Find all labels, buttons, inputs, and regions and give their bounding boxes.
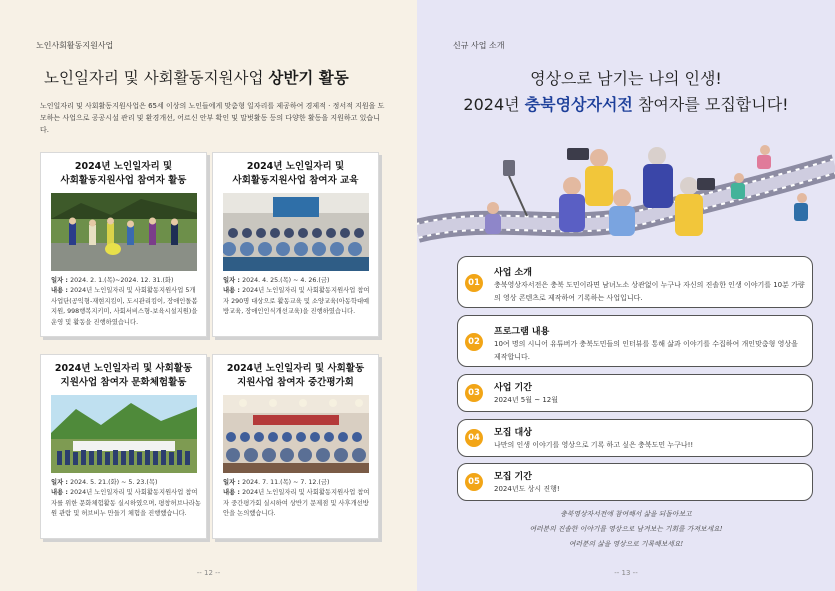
item-text: 10여 명의 시니어 유튜버가 충북도민들의 인터뷰를 통해 삶과 이야기를 수집하여 개인맞춤형 영상을 제작합니다. bbox=[494, 340, 798, 361]
page-title bbox=[44, 66, 349, 88]
title-bold: 상반기 활동 bbox=[268, 69, 349, 87]
item-text: 나만의 인생 이야기를 영상으로 기록 하고 싶은 충북도민 누구나!! bbox=[494, 441, 694, 449]
headline-line-2: 2024년 충북영상자서전 참여자를 모집합니다! bbox=[463, 95, 789, 114]
card-title: 2024년 노인일자리 및 사회활동지원사업 참여자 교육 bbox=[232, 161, 359, 186]
title-normal: 노인일자리 및 사회활동지원사업 bbox=[44, 69, 269, 87]
card-info bbox=[51, 478, 201, 520]
activity-photo bbox=[223, 395, 369, 473]
item-text: 2024년 5월 ~ 12월 bbox=[494, 396, 559, 404]
item-title: 모집 대상 bbox=[494, 428, 532, 438]
page-number: -- 13 -- bbox=[614, 569, 638, 577]
activity-photo bbox=[223, 193, 369, 271]
card-info bbox=[223, 276, 373, 318]
card-period: 2024. 2. 1.(목)~2024. 12. 31.(화) bbox=[70, 277, 174, 284]
info-box bbox=[457, 256, 813, 308]
activity-photo bbox=[51, 395, 197, 473]
period-label: 일자 : bbox=[51, 479, 71, 486]
card-title: 2024년 노인일자리 및 사회활동지원사업 참여자 활동 bbox=[60, 161, 187, 186]
item-number-badge: 01 bbox=[465, 274, 483, 292]
left-page bbox=[0, 0, 417, 591]
item-title: 사업 기간 bbox=[494, 383, 532, 393]
period-label: 일자 : bbox=[223, 479, 243, 486]
activity-card bbox=[40, 152, 207, 337]
handwritten-note: 충북영상자서전에 참여해서 삶을 되돌아보고 여러분의 진솔한 이야기를 영상으로 남겨보는 기회를 가져보세요! 여러분의 삶을 영상으로 기록해보세요! bbox=[529, 510, 723, 548]
card-content: 2024년 노인일자리 및 사회활동지원사업 참여자 290명 대상으로 활동교육 및 소양교육(아동학대예방교육, 장애인인식개선교육)을 진행하였습니다. bbox=[223, 287, 370, 316]
card-period: 2024. 5. 21.(화) ~ 5. 23.(목) bbox=[70, 479, 158, 486]
info-box bbox=[457, 374, 813, 412]
activity-card bbox=[212, 354, 379, 539]
card-title: 2024년 노인일자리 및 사회활동 지원사업 참여자 문화체험활동 bbox=[54, 363, 193, 388]
item-number-badge: 03 bbox=[465, 384, 483, 402]
period-label: 일자 : bbox=[51, 277, 71, 284]
item-title: 사업 소개 bbox=[494, 268, 532, 278]
card-info bbox=[223, 478, 373, 520]
activity-card bbox=[40, 354, 207, 539]
item-number-badge: 05 bbox=[465, 473, 483, 491]
headline-highlight: 충북영상자서전 bbox=[524, 95, 633, 114]
illustration bbox=[417, 126, 835, 266]
info-box bbox=[457, 463, 813, 501]
activity-photo bbox=[51, 193, 197, 271]
period-label: 일자 : bbox=[223, 277, 243, 284]
content-label: 내용 : bbox=[51, 287, 71, 295]
page-number: -- 12 -- bbox=[196, 569, 221, 577]
card-info bbox=[51, 276, 201, 328]
item-number-badge: 04 bbox=[465, 429, 483, 447]
info-box bbox=[457, 419, 813, 457]
item-number-badge: 02 bbox=[465, 333, 483, 351]
headline-line-1: 영상으로 남기는 나의 인생! bbox=[530, 69, 722, 88]
card-title: 2024년 노인일자리 및 사회활동 지원사업 참여자 중간평가회 bbox=[226, 363, 365, 388]
item-title: 모집 기간 bbox=[494, 472, 532, 482]
card-content: 2024년 노인일자리 및 사회활동지원사업 5개 사업단(공익형-재현지킴이, 도시관리킴이, 장애인돌봄지원, 998행복지키미, 사회서비스형-보육시설지원)을 운영 및 활동을 진행하였습니다. bbox=[51, 287, 198, 326]
card-content: 2024년 노인일자리 및 사회활동지원사업 참여자 중간평가회 실시하여 상반기 문제점 및 사후개선방안을 논의했습니다. bbox=[223, 489, 370, 518]
activity-card bbox=[212, 152, 379, 337]
intro-text: 노인일자리 및 사회활동지원사업은 65세 이상의 노인들에게 맞춤형 일자리를 제공하여 경제적 · 정서적 지원을 도모하는 사업으로 공공시설 관리 및 환경개선, 어르신 안부 확인 및 말벗활동 등의 다양한 활동을 지원하고 있습니다. bbox=[40, 102, 385, 134]
info-box bbox=[457, 315, 813, 367]
item-text: 2024년도 상시 진행! bbox=[494, 485, 560, 493]
content-label: 내용 : bbox=[51, 489, 71, 497]
card-content: 2024년 노인일자리 및 사회활동지원사업 참여자를 위한 문화체험활동 실시하였으며, 평창허브나라농원 관람 및 허브비누 만들기 체험을 진행했습니다. bbox=[51, 489, 201, 518]
content-label: 내용 : bbox=[223, 287, 243, 295]
section-tag: 노인사회활동지원사업 bbox=[36, 41, 114, 50]
item-title: 프로그램 내용 bbox=[494, 327, 550, 337]
section-tag: 신규 사업 소개 bbox=[453, 41, 505, 50]
content-label: 내용 : bbox=[223, 489, 243, 497]
card-period: 2024. 7. 11.(목) ~ 7. 12.(금) bbox=[242, 479, 330, 486]
card-period: 2024. 4. 25.(목) ~ 4. 26.(금) bbox=[242, 277, 330, 284]
item-text: 충북영상자서전은 충북 도민이라면 남녀노소 상관없이 누구나 자신의 진솔한 인생 이야기를 10분 가량의 영상 콘텐츠로 제작하여 기록하는 사업입니다. bbox=[494, 281, 805, 302]
right-page bbox=[417, 0, 835, 591]
